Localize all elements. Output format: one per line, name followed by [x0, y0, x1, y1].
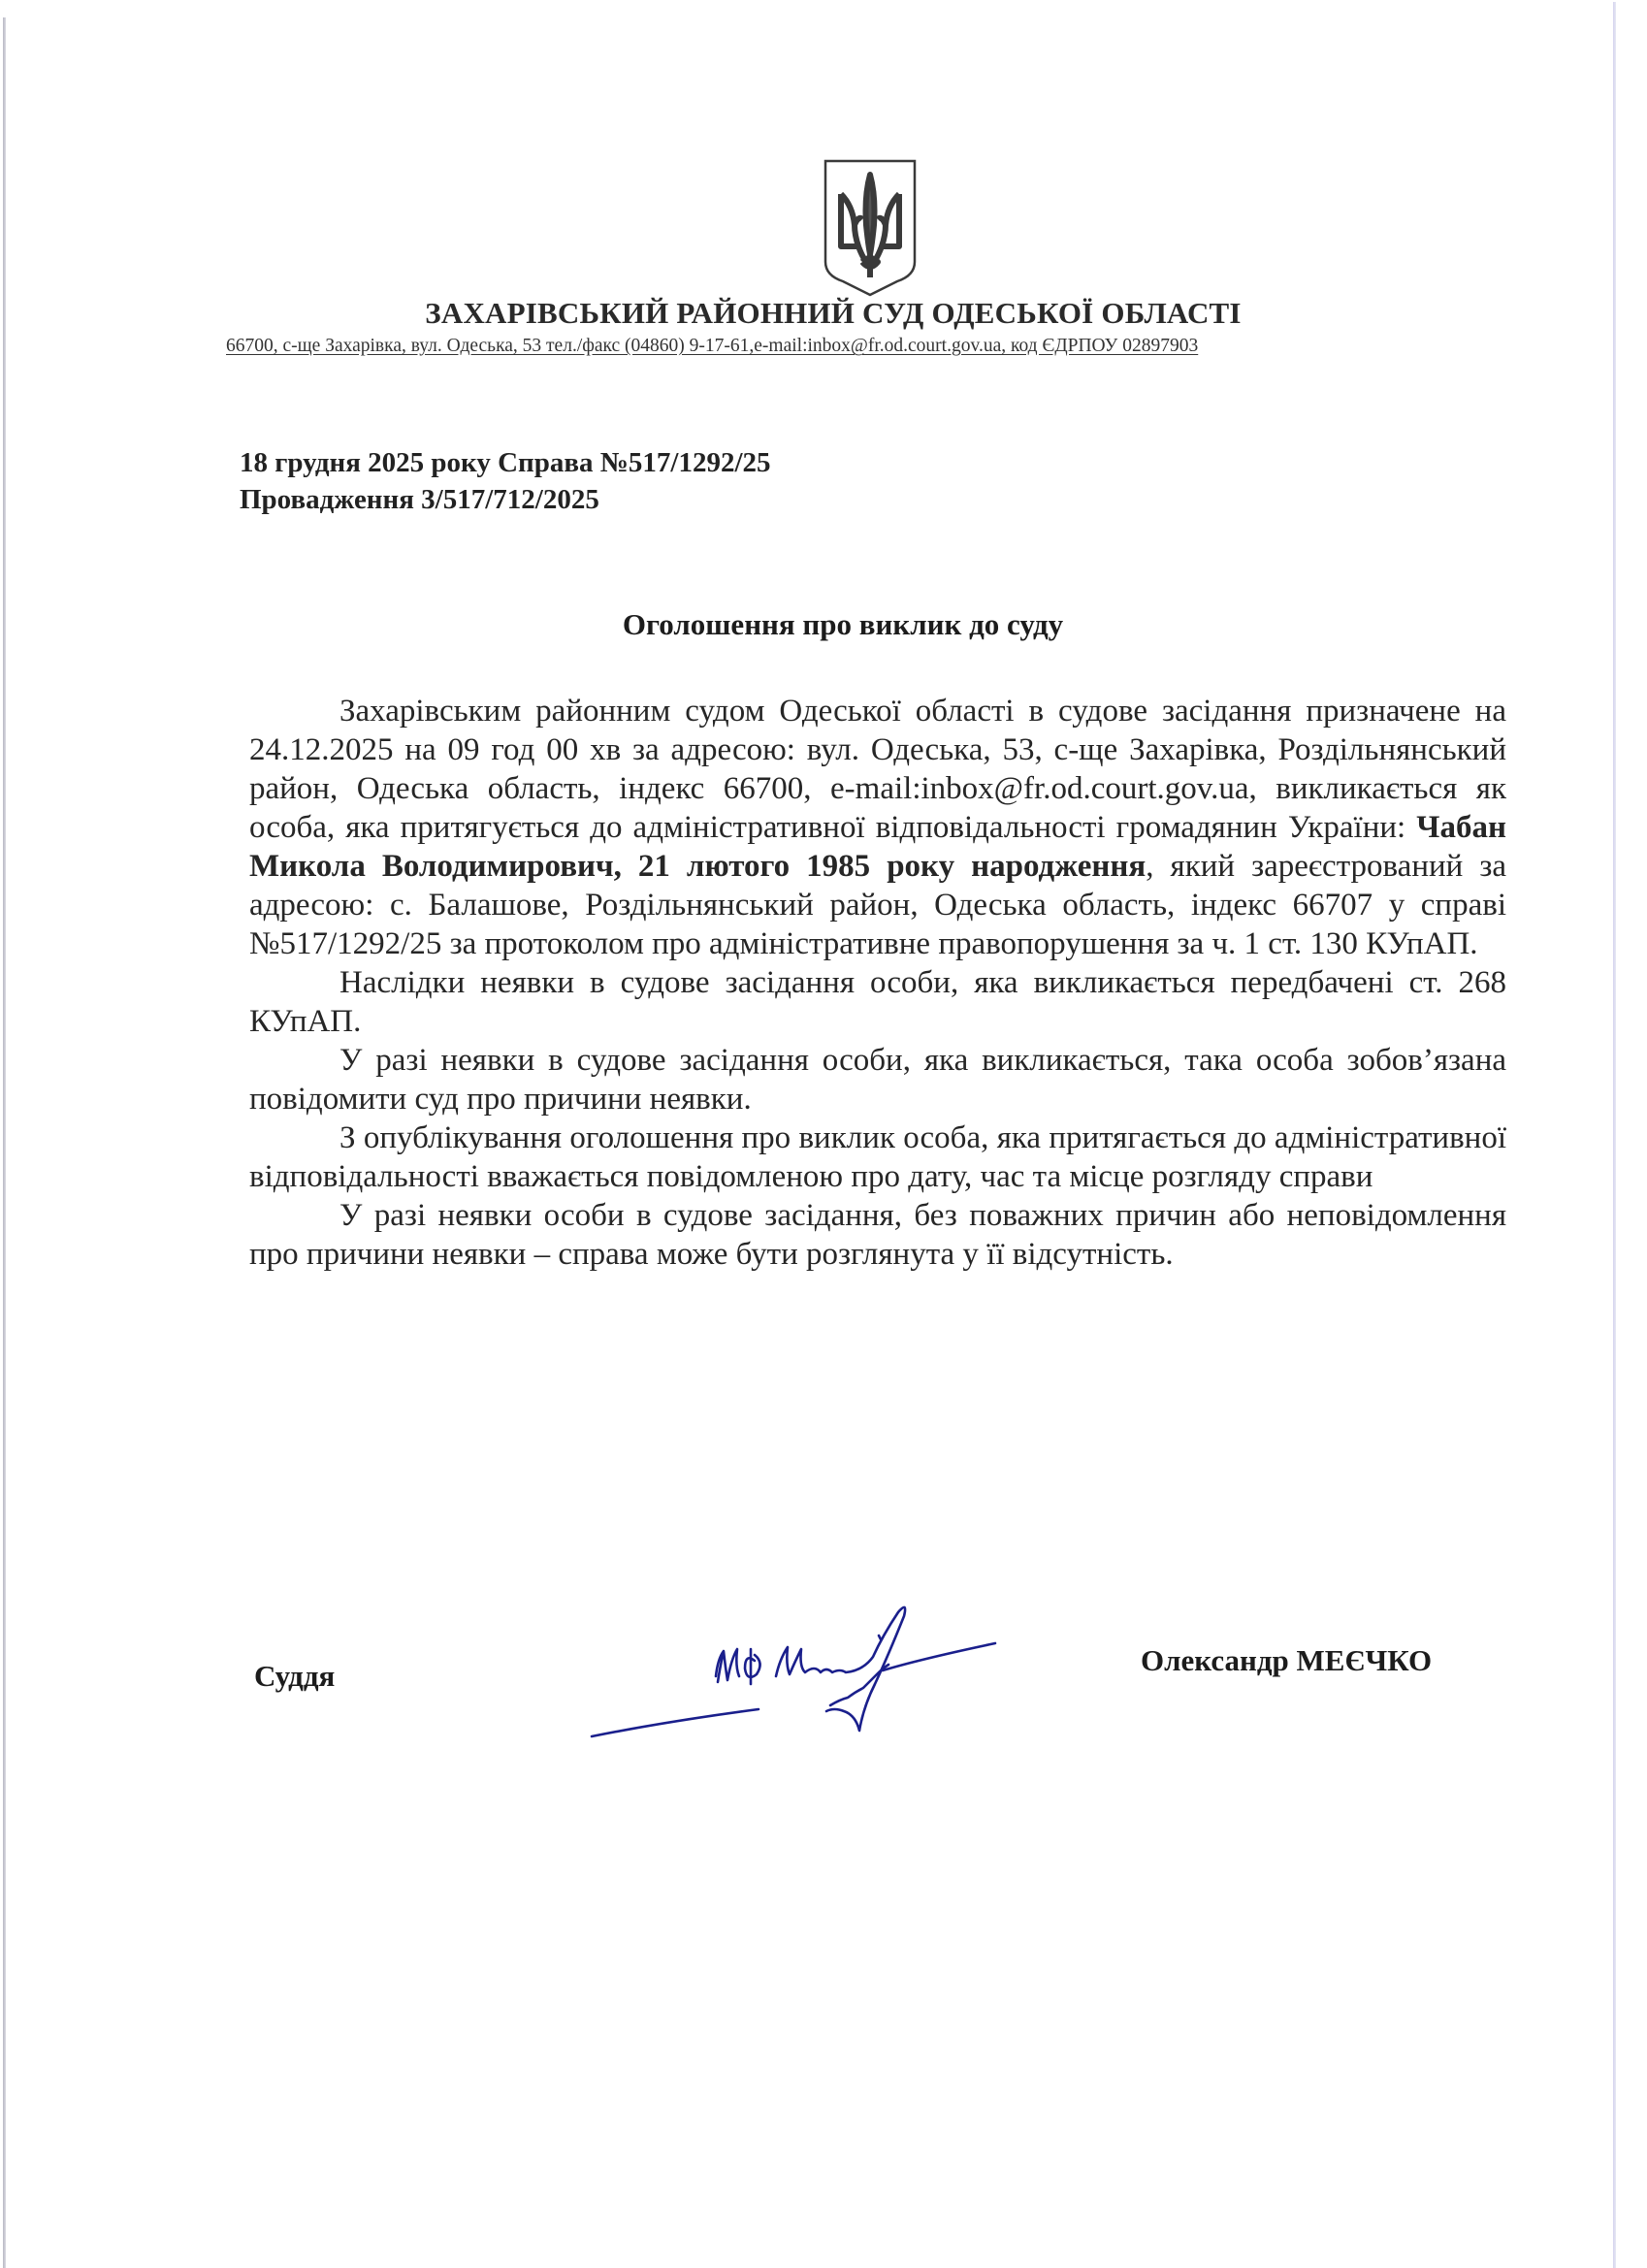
court-contacts: 66700, с-ще Захарівка, вул. Одеська, 53 тел./факс (04860) 9-17-61,e-mail:inbox@fr.od.court.gov.ua, код ЄДРПОУ 02897903 [226, 336, 1199, 356]
case-meta [240, 444, 771, 518]
paragraph-publication: З опублікування оголошення про виклик особа, яка притягається до адміністративної відповідальності вважається повідомленою про дату, час та місце розгляду справи [249, 1120, 1506, 1194]
defendant-name: Чабан Микола Володимирович, 21 лютого 1985 року народження [249, 810, 1506, 884]
paragraph-summons: Захарівським районним судом Одеської області в судове засідання призначене на 24.12.2025 на 09 год 00 хв за адресою: вул. Одеська, 53, с-ще Захарівка, Роздільнянський район, Одеська область, індекс 66700, e-mail:inbox@fr.od.court.gov.ua, викликається як особа, яка притягується до адміністративної відповідальності громадянин України: Чабан Микола Володимирович, 21 лютого 1985 року народження, який зареєстрований за адресою: с. Балашове, Роздільнянський район, Одеська область, індекс 66707 у справі №517/1292/25 за протоколом про адміністративне правопорушення за ч. 1 ст. 130 КУпАП. [249, 694, 1506, 961]
coat-of-arms-icon [820, 157, 920, 299]
scan-edge-right [1613, 2, 1616, 2268]
signature-icon [572, 1591, 999, 1746]
paragraph-obligation: У разі неявки в судове засідання особи, яка викликається, така особа зобов’язана повідомити суд про причини неявки. [249, 1043, 1506, 1117]
scan-edge-left [3, 17, 6, 2268]
proceeding-number: Провадження 3/517/712/2025 [240, 484, 599, 515]
paragraph-absence: У разі неявки особи в судове засідання, без поважних причин або неповідомлення про причини неявки – справа може бути розглянута у її відсутність. [249, 1198, 1506, 1272]
judge-name: Олександр МЕЄЧКО [1141, 1643, 1433, 1677]
paragraph-consequences: Наслідки неявки в судове засідання особи, яка викликається передбачені ст. 268 КУпАП. [249, 965, 1506, 1039]
court-name: ЗАХАРІВСЬКИЙ РАЙОННИЙ СУД ОДЕСЬКОЇ ОБЛАСТІ [425, 296, 1242, 330]
date-case-number: 18 грудня 2025 року Справа №517/1292/25 [240, 447, 771, 478]
judge-role-label: Суддя [254, 1659, 336, 1693]
document-title: Оголошення про виклик до суду [622, 607, 1064, 641]
notice-body [249, 692, 1506, 1274]
